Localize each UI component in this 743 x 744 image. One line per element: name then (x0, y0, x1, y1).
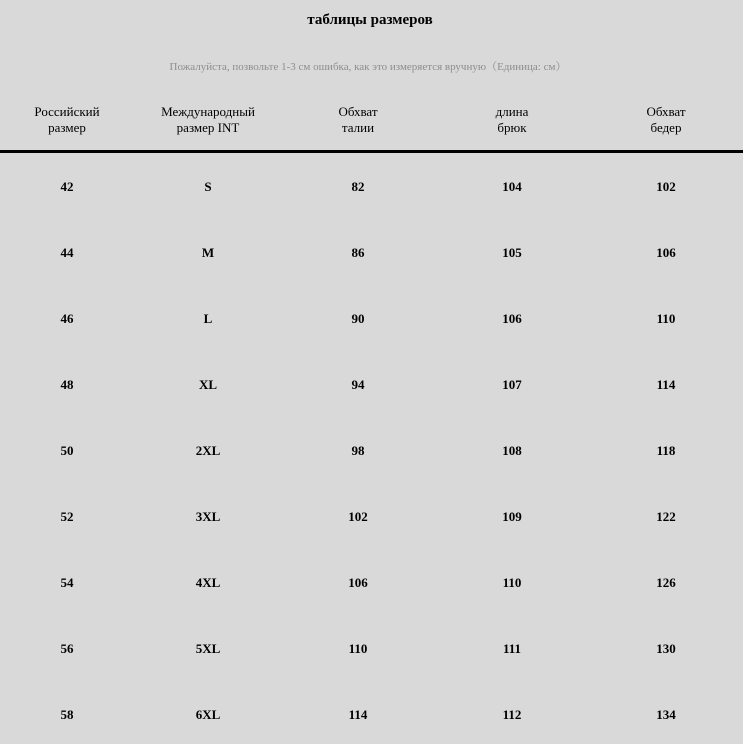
cell-waist: 94 (351, 377, 365, 392)
cell-russian-size: 56 (60, 641, 74, 656)
header-line: длина (495, 104, 529, 119)
header-line: брюк (497, 120, 527, 135)
cell-waist: 90 (351, 311, 365, 326)
cell-waist: 106 (348, 575, 368, 590)
table-row (0, 549, 743, 615)
cell-pants-length: 110 (502, 575, 522, 590)
cell-international-size: M (201, 245, 215, 260)
cell-pants-length: 112 (502, 707, 522, 722)
cell-international-size: 5XL (195, 641, 221, 656)
cell-waist: 98 (351, 443, 365, 458)
cell-pants-length: 109 (502, 509, 522, 524)
header-pants-length (442, 104, 582, 136)
table-row (0, 615, 743, 681)
cell-hips: 118 (656, 443, 676, 458)
header-line: бедер (650, 120, 682, 135)
table-row (0, 417, 743, 483)
table-row (0, 219, 743, 285)
header-russian-size (0, 104, 137, 136)
cell-russian-size: 48 (60, 377, 74, 392)
cell-pants-length: 108 (502, 443, 522, 458)
cell-international-size: L (203, 311, 213, 326)
header-line: размер INT (176, 120, 240, 135)
cell-hips: 122 (656, 509, 676, 524)
cell-pants-length: 107 (502, 377, 522, 392)
table-row (0, 483, 743, 549)
cell-hips: 126 (656, 575, 676, 590)
cell-russian-size: 50 (60, 443, 74, 458)
cell-russian-size: 46 (60, 311, 74, 326)
header-international-size (138, 104, 278, 136)
cell-waist: 102 (348, 509, 368, 524)
cell-waist: 110 (348, 641, 368, 656)
cell-pants-length: 104 (502, 179, 522, 194)
cell-russian-size: 54 (60, 575, 74, 590)
header-line: Международный (161, 104, 255, 119)
cell-hips: 134 (656, 707, 676, 722)
cell-hips: 114 (656, 377, 676, 392)
cell-international-size: 3XL (195, 509, 221, 524)
table-row (0, 681, 743, 744)
table-row (0, 153, 743, 219)
table-header (0, 104, 743, 144)
measurement-note: Пожалуйста, позвольте 1-3 см ошибка, как это измеряется вручную（Единица: см） (169, 61, 567, 73)
table-body (0, 153, 743, 744)
cell-waist: 82 (351, 179, 365, 194)
cell-russian-size: 52 (60, 509, 74, 524)
cell-international-size: S (204, 179, 212, 194)
cell-waist: 114 (348, 707, 368, 722)
page-title: таблицы размеров (307, 12, 433, 28)
header-waist (288, 104, 428, 136)
table-row (0, 351, 743, 417)
cell-hips: 102 (656, 179, 676, 194)
cell-international-size: 6XL (195, 707, 221, 722)
cell-international-size: 4XL (195, 575, 221, 590)
header-hips (596, 104, 736, 136)
header-line: размер (48, 120, 86, 135)
cell-hips: 130 (656, 641, 676, 656)
cell-russian-size: 58 (60, 707, 74, 722)
cell-international-size: 2XL (195, 443, 221, 458)
header-line: талии (341, 120, 375, 135)
header-line: Обхват (338, 104, 378, 119)
cell-waist: 86 (351, 245, 365, 260)
cell-pants-length: 105 (502, 245, 522, 260)
cell-russian-size: 42 (60, 179, 74, 194)
cell-hips: 106 (656, 245, 676, 260)
cell-russian-size: 44 (60, 245, 74, 260)
table-row (0, 285, 743, 351)
cell-pants-length: 106 (502, 311, 522, 326)
cell-hips: 110 (656, 311, 676, 326)
cell-pants-length: 111 (502, 641, 522, 656)
header-line: Российский (34, 104, 100, 119)
cell-international-size: XL (198, 377, 218, 392)
header-line: Обхват (646, 104, 686, 119)
